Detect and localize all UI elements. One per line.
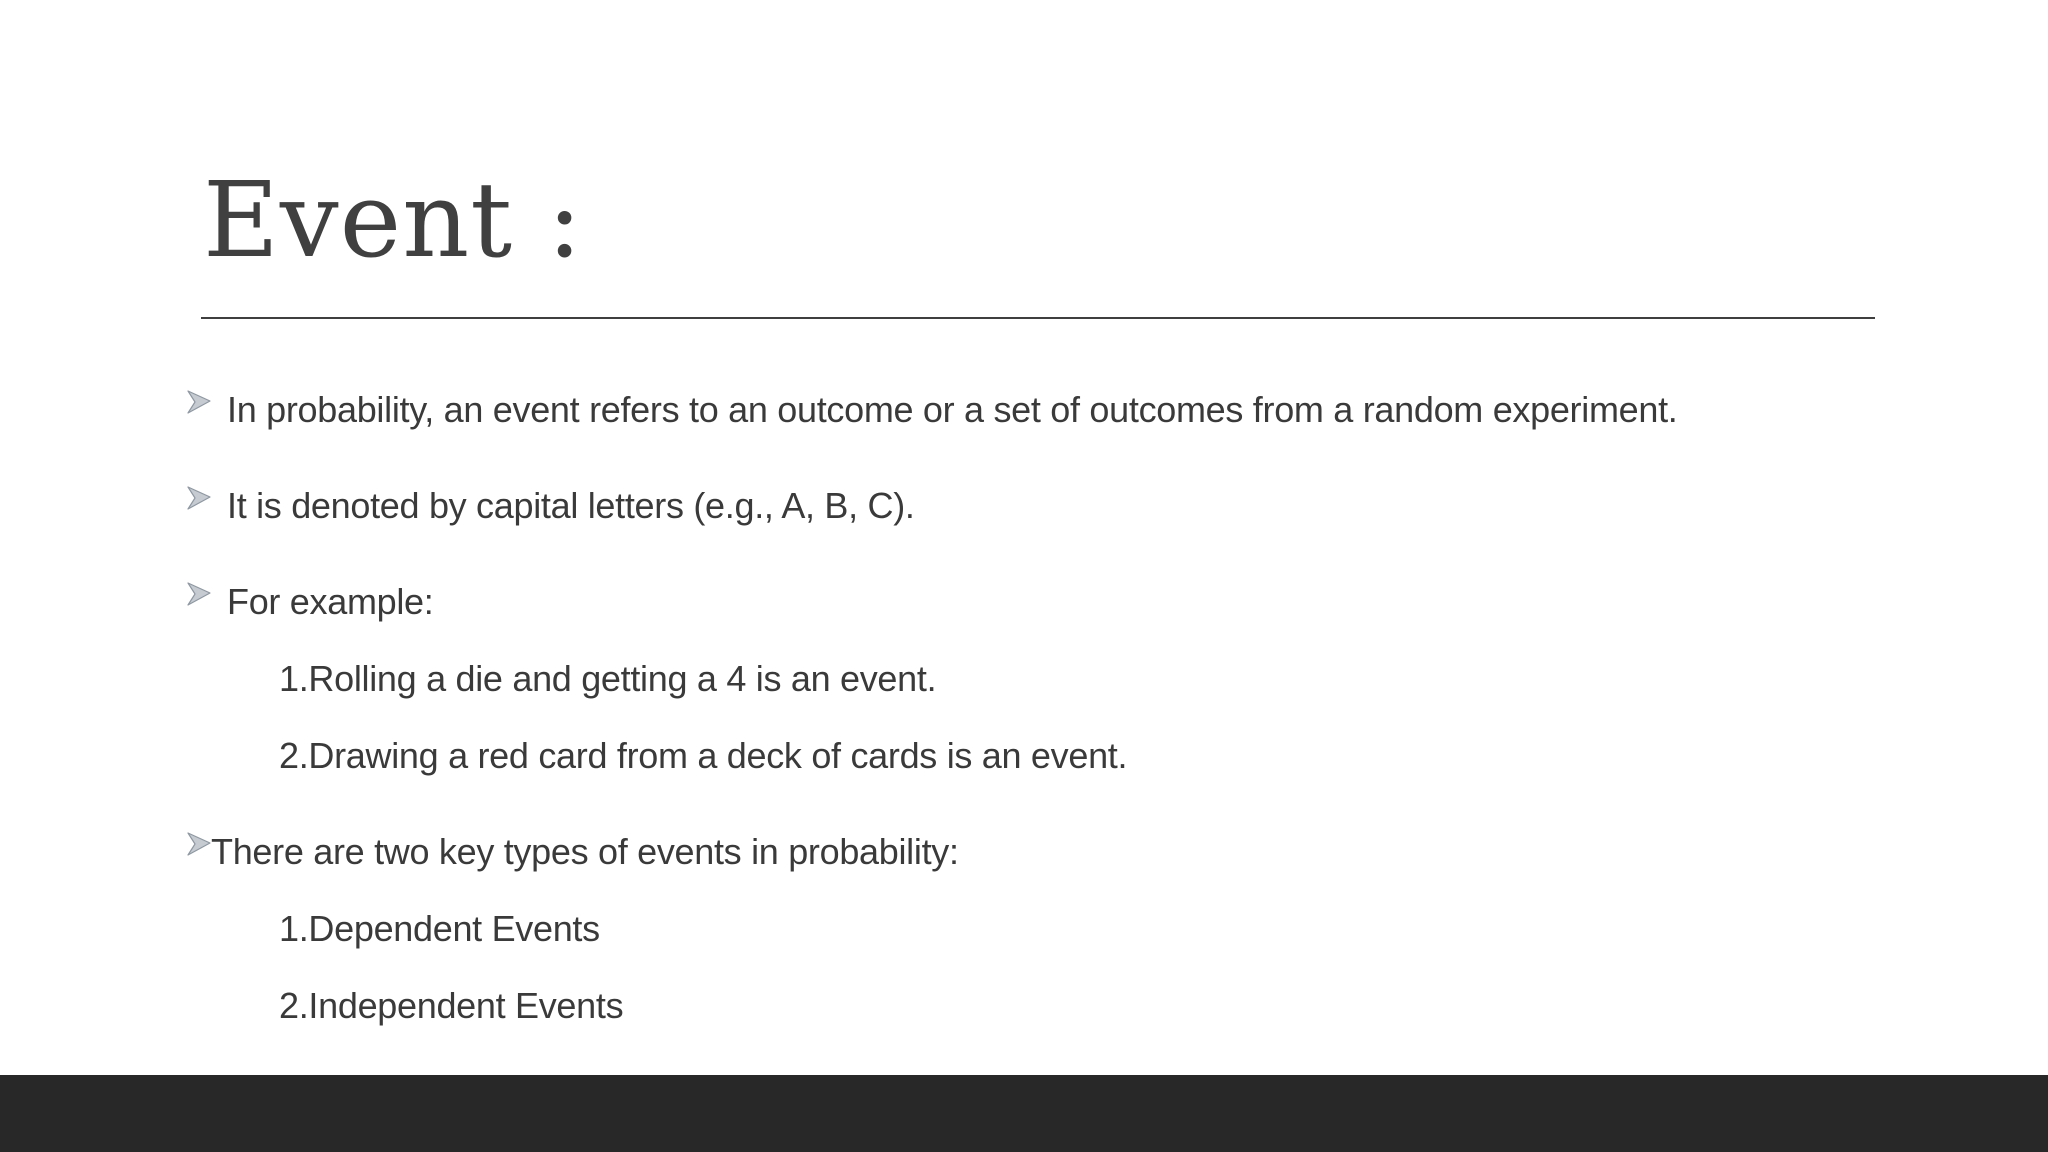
bullet-event-types-heading: There are two key types of events in probability: bbox=[211, 831, 959, 872]
list-item-event-type: 1.Dependent Events bbox=[279, 908, 600, 949]
arrowhead-bullet-icon bbox=[186, 831, 212, 857]
footer-bar bbox=[0, 1075, 2048, 1152]
list-item-event-type: 2.Independent Events bbox=[279, 985, 624, 1026]
title-divider bbox=[201, 317, 1875, 319]
arrowhead-bullet-icon bbox=[186, 389, 212, 415]
list-item-example: 1.Rolling a die and getting a 4 is an event. bbox=[279, 658, 937, 699]
list-item-example: 2.Drawing a red card from a deck of cards is an event. bbox=[279, 735, 1128, 776]
bullet-event-definition: In probability, an event refers to an outcome or a set of outcomes from a random experiment. bbox=[227, 389, 1678, 430]
arrowhead-bullet-icon bbox=[186, 485, 212, 511]
bullet-notation: It is denoted by capital letters (e.g., A, B, C). bbox=[227, 485, 915, 526]
slide-title: Event : bbox=[203, 159, 584, 281]
bullet-example-heading: For example: bbox=[227, 581, 434, 622]
arrowhead-bullet-icon bbox=[186, 581, 212, 607]
